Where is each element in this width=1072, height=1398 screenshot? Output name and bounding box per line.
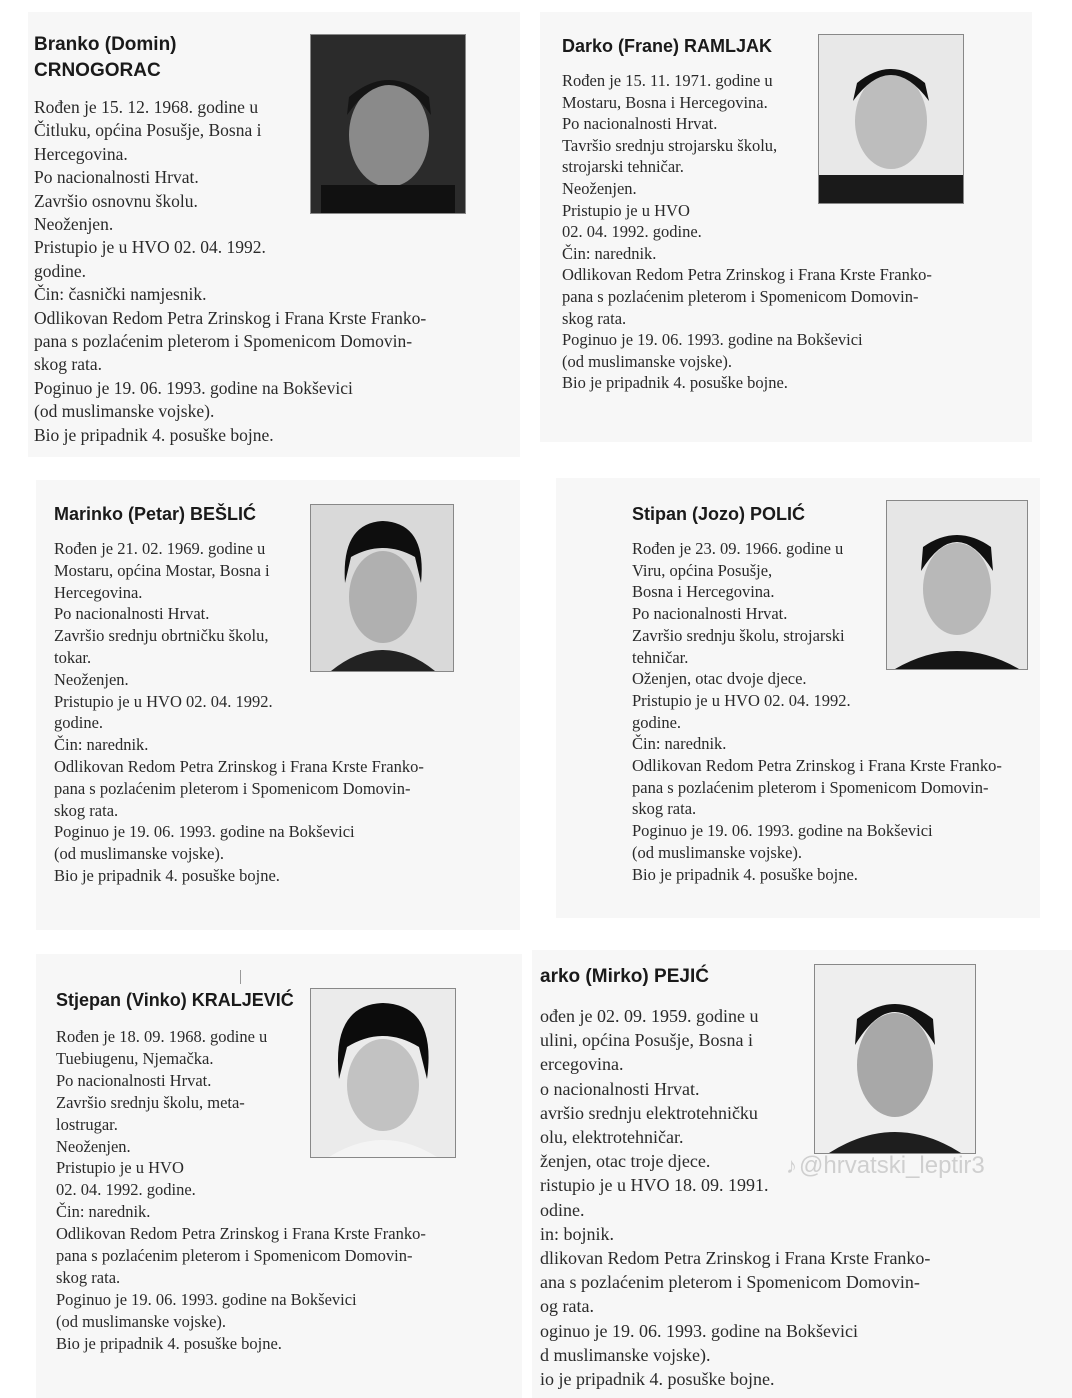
scan-mark [240, 970, 241, 984]
person-name: Darko (Frane) RAMLJAK [562, 36, 773, 56]
watermark: ♪@hrvatski_leptir3 [786, 1152, 985, 1179]
person-bio: Rođen je 15. 12. 1968. godine u Čitluku, općina Posušje, Bosna i Hercegovina. Po nacionalnosti Hrvat. Završio osnovnu školu. Neoženjen. Pristupio je u HVO 02. 04. 1992. godine. Čin: časnički namjesnik. Odlikovan Redom Petra Zrinskog i Frana Krste Franko- pana s pozlaćenim pleterom i Spomenicom Domovin- skog rata. Poginuo je 19. 06. 1993. godine na Bokševici (od muslimanske vojske). Bio je pripadnik 4. posuške bojne. [34, 97, 427, 445]
portrait-photo [818, 34, 964, 204]
person-name: arko (Mirko) PEJIĆ [540, 966, 709, 987]
person-bio: Rođen je 21. 02. 1969. godine u Mostaru, općina Mostar, Bosna i Hercegovina. Po nacionalnosti Hrvat. Završio srednju obrtničku školu, tokar. Neoženjen. Pristupio je u HVO 02. 04. 1992. godine. Čin: narednik. Odlikovan Redom Petra Zrinskog i Frana Krste Franko- pana s pozlaćenim pleterom i Spomenicom Domovin- skog rata. Poginuo je 19. 06. 1993. godine na Bokševici (od muslimanske vojske). Bio je pripadnik 4. posuške bojne. [54, 539, 424, 885]
tiktok-icon: ♪ [786, 1153, 797, 1178]
person-name: Stipan (Jozo) POLIĆ [632, 504, 806, 524]
memorial-card-crnogorac [28, 12, 520, 457]
portrait-photo [310, 504, 454, 672]
memorial-card-ramljak [540, 12, 1032, 442]
person-name: Branko (Domin) CRNOGORAC [34, 34, 177, 81]
portrait-photo [814, 964, 976, 1154]
portrait-photo [310, 34, 466, 214]
portrait-photo [310, 988, 456, 1158]
person-name: Stjepan (Vinko) KRALJEVIĆ [56, 990, 294, 1010]
person-bio: ođen je 02. 09. 1959. godine u ulini, općina Posušje, Bosna i ercegovina. o nacionalnosti Hrvat. avršio srednju elektrotehničku olu, elektrotehničar. ženjen, otac troje djece. ristupio je u HVO 18. 09. 1991. odine. in: bojnik. dlikovan Redom Petra Zrinskog i Frana Krste Franko- ana s pozlaćenim pleterom i Spomenicom Domovin- og rata. oginuo je 19. 06. 1993. godine na Bokševici d muslimanske vojske). io je pripadnik 4. posuške bojne. [540, 1006, 931, 1390]
person-bio: Rođen je 18. 09. 1968. godine u Tuebiugenu, Njemačka. Po nacionalnosti Hrvat. Završio srednju školu, meta- lostrugar. Neoženjen. Pristupio je u HVO 02. 04. 1992. godine. Čin: narednik. Odlikovan Redom Petra Zrinskog i Frana Krste Franko- pana s pozlaćenim pleterom i Spomenicom Domovin- skog rata. Poginuo je 19. 06. 1993. godine na Bokševici (od muslimanske vojske). Bio je pripadnik 4. posuške bojne. [56, 1027, 426, 1353]
person-bio: Rođen je 15. 11. 1971. godine u Mostaru, Bosna i Hercegovina. Po nacionalnosti Hrvat. Tavršio srednju strojarsku školu, strojarski tehničar. Neoženjen. Pristupio je u HVO 02. 04. 1992. godine. Čin: narednik. Odlikovan Redom Petra Zrinskog i Frana Krste Franko- pana s pozlaćenim pleterom i Spomenicom Domovin- skog rata. Poginuo je 19. 06. 1993. godine na Bokševici (od muslimanske vojske). Bio je pripadnik 4. posuške bojne. [562, 71, 932, 393]
memorial-card-polic [556, 478, 1040, 918]
person-name: Marinko (Petar) BEŠLIĆ [54, 504, 257, 524]
memorial-card-kraljevic [36, 954, 522, 1398]
person-bio: Rođen je 23. 09. 1966. godine u Viru, općina Posušje, Bosna i Hercegovina. Po nacionalnosti Hrvat. Završio srednju školu, strojarski tehničar. Oženjen, otac dvoje djece. Pristupio je u HVO 02. 04. 1992. godine. Čin: narednik. Odlikovan Redom Petra Zrinskog i Frana Krste Franko- pana s pozlaćenim pleterom i Spomenicom Domovin- skog rata. Poginuo je 19. 06. 1993. godine na Bokševici (od muslimanske vojske). Bio je pripadnik 4. posuške bojne. [632, 539, 1002, 884]
portrait-photo [886, 500, 1028, 670]
memorial-card-beslic [36, 480, 520, 930]
